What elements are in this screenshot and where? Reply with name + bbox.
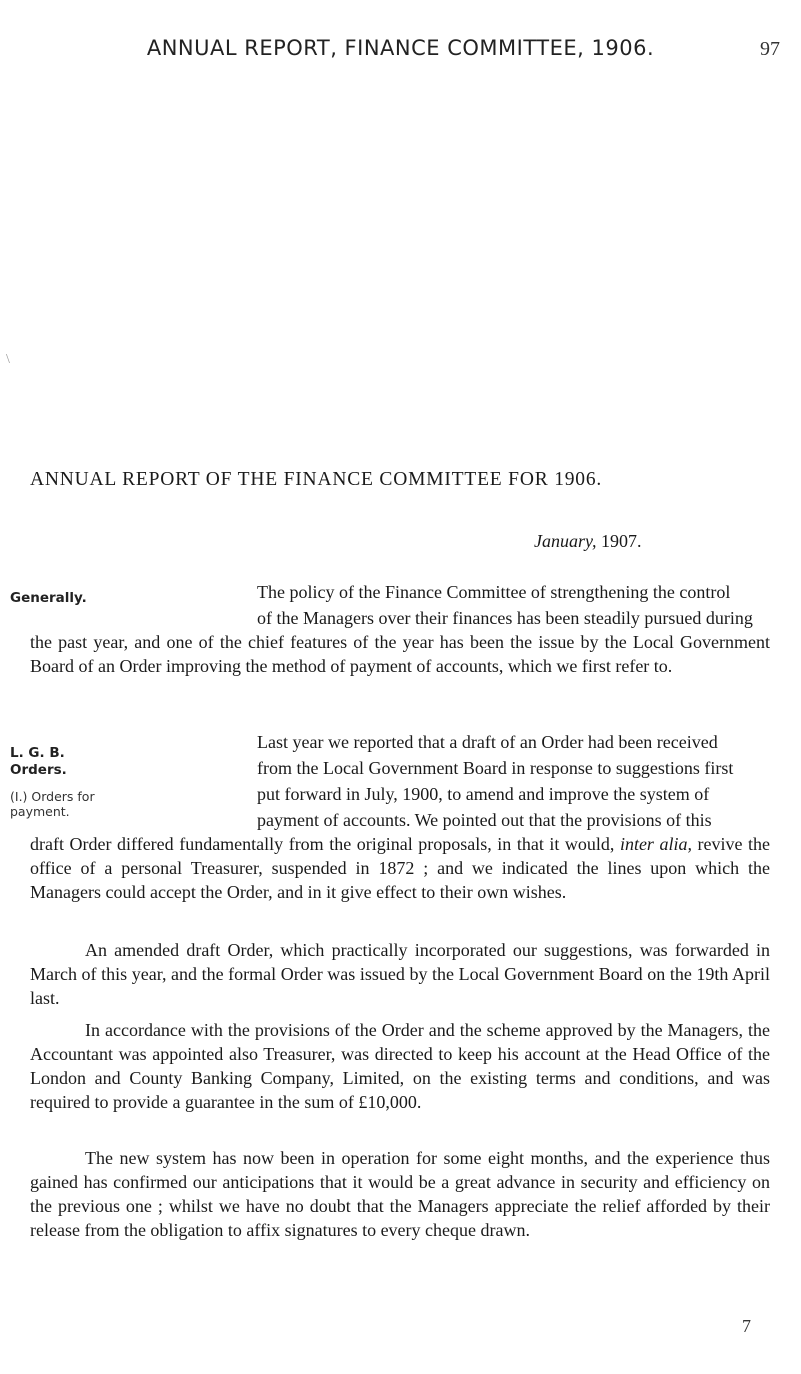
generally-paragraph-rest: the past year, and one of the chief features of the year has been the issue by the Local Government Board of an Order improving the method of payment of accounts, which we first refer to.: [30, 632, 770, 676]
lgb-line-4: payment of accounts. We pointed out that the provisions of this: [257, 810, 712, 830]
paragraph-new-system: The new system has now been in operation for some eight months, and the experience thus gained has confirmed our anticipations that it would be a great advance in security and efficiency on the previous one ; whilst we have no doubt that the Managers appreciate the relief afforded by their release from the obligation to affix signatures to every cheque drawn.: [30, 1148, 770, 1240]
generally-line-2: of the Managers over their finances has been steadily pursued during: [257, 608, 753, 628]
lgb-rest-post: revive the office of a personal Treasurer, suspended in 1872 ; and we indicated the lines upon which the Managers could accept the Order, and in it give effect to their own wishes.: [30, 834, 771, 902]
stray-mark: \: [6, 352, 10, 367]
paragraph-accordance: In accordance with the provisions of the Order and the scheme approved by the Managers, the Accountant was appointed also Treasurer, was directed to keep his account at the Head Office of the London and County Banking Company, Limited, on the existing terms and conditions, and was required to provide a guarantee in the sum of £10,000.: [30, 1020, 770, 1112]
paragraph-amended-draft: An amended draft Order, which practically incorporated our suggestions, was forwarded in March of this year, and the formal Order was issued by the Local Government Board on the 19th April last.: [30, 940, 770, 1008]
report-title-main: ANNUAL REPORT OF THE FINANCE COMMITTEE FOR: [30, 469, 549, 490]
lgb-line-3: put forward in July, 1900, to amend and improve the system of: [257, 784, 710, 804]
dateline: [534, 531, 642, 552]
lgb-rest-pre: draft Order differed fundamentally from the original proposals, in that it would,: [30, 834, 615, 854]
generally-line-1: The policy of the Finance Committee of strengthening the control: [257, 582, 731, 602]
lgb-rest-italic: inter alia,: [619, 834, 692, 854]
signature-mark: 7: [742, 1316, 751, 1336]
lgb-paragraph-rest: [30, 832, 770, 904]
lgb-line-2: from the Local Government Board in response to suggestions first: [257, 758, 734, 778]
side-label-generally: Generally.: [10, 590, 87, 606]
dateline-year: 1907.: [601, 531, 642, 551]
side-note-orders-for-payment: (I.) Orders for payment.: [10, 789, 95, 819]
side-label-lgb-orders: L. G. B. Orders.: [10, 745, 67, 778]
page-number: 97: [760, 38, 780, 60]
lgb-line-1: Last year we reported that a draft of an Order had been received: [257, 732, 718, 752]
report-title-year: 1906.: [554, 469, 603, 490]
report-title: [30, 469, 602, 491]
dateline-month: January,: [534, 531, 597, 551]
running-header: ANNUAL REPORT, FINANCE COMMITTEE, 1906.: [146, 36, 655, 60]
